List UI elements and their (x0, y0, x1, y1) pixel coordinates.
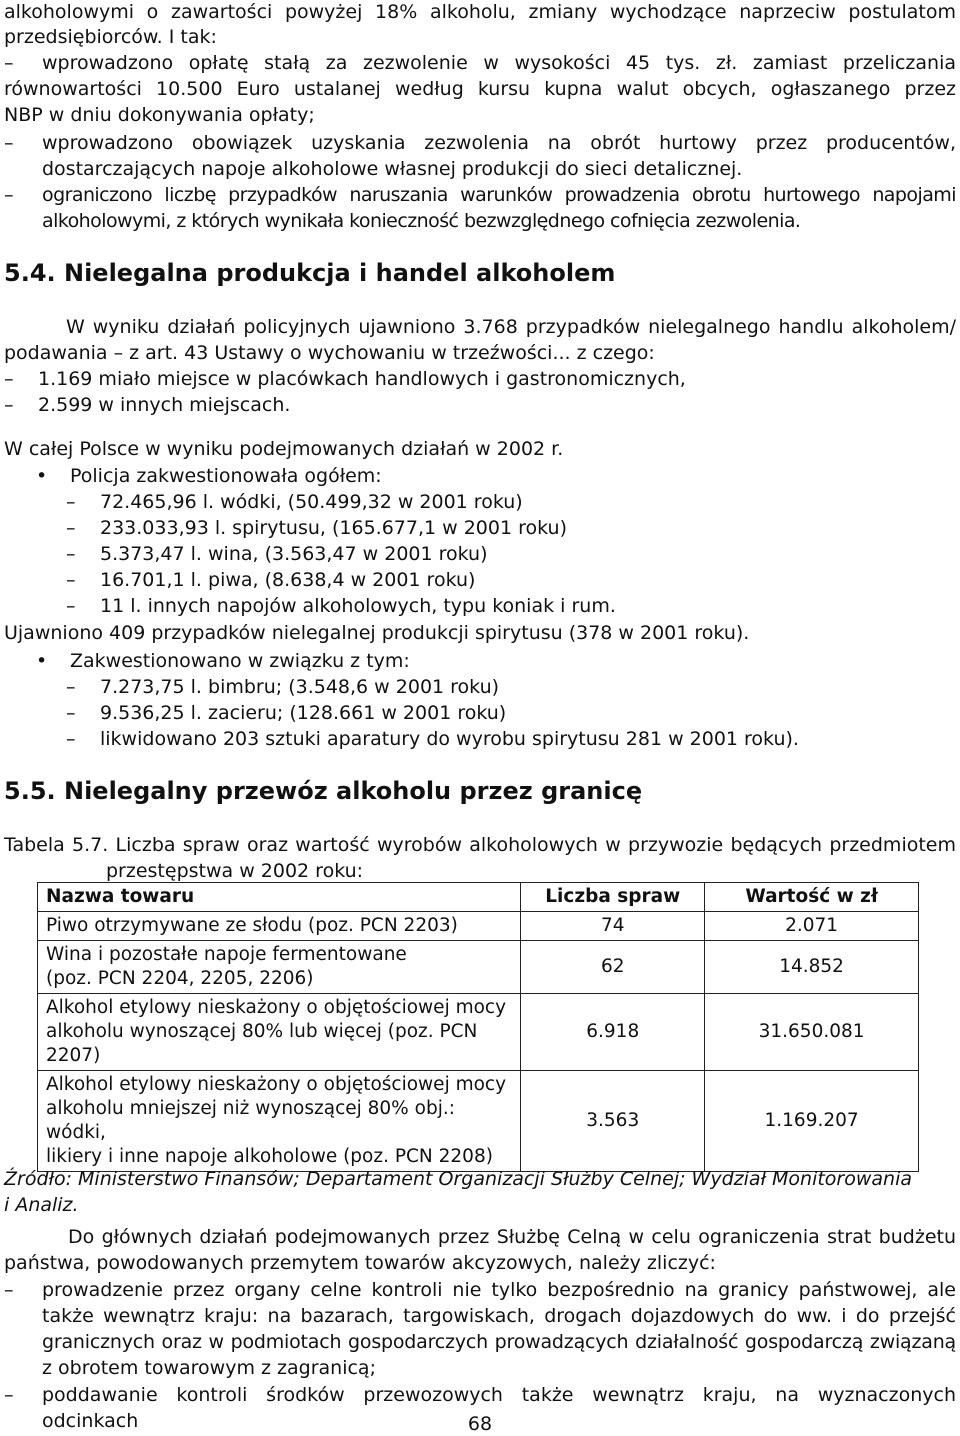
list-item: likwidowano 203 sztuki aparatury do wyrobu spirytusu 281 w 2001 roku). (100, 728, 799, 750)
cell-name (38, 1071, 521, 1172)
paragraph-line: państwa, powodowanych przemytem towarów akcyzowych, należy zliczyć: (4, 1252, 716, 1274)
bullet: • (36, 650, 48, 672)
dash: – (4, 368, 14, 390)
column-header: Wartość w zł (705, 883, 919, 912)
table-caption-line-2: przestępstwa w 2002 roku: (106, 860, 364, 882)
dash: – (4, 1279, 14, 1301)
paragraph: Ujawniono 409 przypadków nielegalnej produkcji spirytusu (378 w 2001 roku). (4, 622, 750, 644)
list-item-line: prowadzenie przez organy celne kontroli nie tylko bezpośrednio na granicy państwowej, ale (42, 1279, 956, 1301)
dash: – (4, 132, 14, 154)
intro-line-1: alkoholowymi o zawartości powyżej 18% alkoholu, zmiany wychodzące naprzeciw postulatom (4, 1, 956, 23)
bullet: • (36, 465, 48, 487)
dash: – (66, 569, 76, 591)
cell-count: 62 (521, 941, 705, 994)
data-table (37, 882, 919, 1172)
paragraph: W całej Polsce w wyniku podejmowanych działań w 2002 r. (4, 438, 564, 460)
list-item-line: alkoholowymi, z których wynikała konieczność bezwzględnego cofnięcia zezwolenia. (42, 210, 801, 232)
table-row (38, 912, 919, 941)
cell-value: 14.852 (705, 941, 919, 994)
list-item: 2.599 w innych miejscach. (38, 394, 291, 416)
paragraph-line: Do głównych działań podejmowanych przez Służbę Celną w celu ograniczenia strat budżetu (68, 1226, 956, 1248)
bullet-item: Zakwestionowano w związku z tym: (70, 650, 410, 672)
dash: – (66, 702, 76, 724)
dash: – (66, 543, 76, 565)
table-caption-line-1: Tabela 5.7. Liczba spraw oraz wartość wyrobów alkoholowych w przywozie będących przedmiotem (4, 834, 956, 856)
list-item-line: wprowadzono obowiązek uzyskania zezwolenia na obrót hurtowy przez producentów, (42, 132, 956, 154)
dash: – (66, 728, 76, 750)
table-row (38, 994, 919, 1071)
paragraph-line: podawania – z art. 43 Ustawy o wychowaniu w trzeźwości... z czego: (4, 342, 655, 364)
cell-value: 1.169.207 (705, 1071, 919, 1172)
cell-text: alkoholu wynoszącej 80% lub więcej (poz. PCN (46, 1021, 478, 1042)
list-item-line: granicznych oraz w podmiotach gospodarczych prowadzących działalność gospodarczą związaną (42, 1331, 956, 1353)
cell-text: Piwo otrzymywane ze słodu (poz. PCN 2203) (46, 915, 458, 936)
source-line-1: Źródło: Ministerstwo Finansów; Departament Organizacji Służby Celnej; Wydział Monitorowania (4, 1168, 913, 1190)
list-item-line: równowartości 10.500 Euro ustalanej według kursu kupna walut obcych, ogłaszanego przez (4, 78, 956, 100)
table-row (38, 941, 919, 994)
list-item-line: NBP w dniu dokonywania opłaty; (4, 104, 315, 126)
cell-value: 2.071 (705, 912, 919, 941)
column-header: Nazwa towaru (38, 883, 521, 912)
list-item: 5.373,47 l. wina, (3.563,47 w 2001 roku) (100, 543, 488, 565)
dash: – (66, 676, 76, 698)
list-item-line: ograniczono liczbę przypadków naruszania warunków prowadzenia obrotu hurtowego napojami (42, 184, 956, 206)
paragraph-line: W wyniku działań policyjnych ujawniono 3.768 przypadków nielegalnego handlu alkoholem/ (66, 316, 956, 338)
dash: – (66, 517, 76, 539)
list-item-line: z obrotem towarowym z zagranicą; (42, 1357, 376, 1379)
dash: – (4, 184, 14, 206)
cell-text: Alkohol etylowy nieskażony o objętościowej mocy (46, 1074, 507, 1095)
cell-count: 6.918 (521, 994, 705, 1071)
list-item: 9.536,25 l. zacieru; (128.661 w 2001 roku) (100, 702, 507, 724)
cell-text: (poz. PCN 2204, 2205, 2206) (46, 968, 314, 989)
cell-text: likiery i inne napoje alkoholowe (poz. PCN 2208) (46, 1146, 493, 1167)
cell-text: Alkohol etylowy nieskażony o objętościowej mocy (46, 997, 507, 1018)
cell-text: 2207) (46, 1045, 101, 1066)
cell-count: 74 (521, 912, 705, 941)
list-item-line: wprowadzono opłatę stałą za zezwolenie w wysokości 45 tys. zł. zamiast przeliczania (42, 52, 956, 74)
table-row (38, 1071, 919, 1172)
table-header-row (38, 883, 919, 912)
source-line-2: i Analiz. (4, 1194, 79, 1216)
list-item-line: także wewnątrz kraju: na bazarach, targowiskach, drogach dojazdowych do ww. i do przejść (42, 1305, 956, 1327)
cell-count: 3.563 (521, 1071, 705, 1172)
section-heading-5-4: 5.4. Nielegalna produkcja i handel alkoholem (4, 259, 616, 287)
dash: – (4, 394, 14, 416)
list-item-line: poddawanie kontroli środków przewozowych także wewnątrz kraju, na wyznaczonych odcinkach (42, 1384, 956, 1432)
list-item: 233.033,93 l. spirytusu, (165.677,1 w 2001 roku) (100, 517, 568, 539)
list-item: 1.169 miało miejsce w placówkach handlowych i gastronomicznych, (38, 368, 686, 390)
list-item: 16.701,1 l. piwa, (8.638,4 w 2001 roku) (100, 569, 476, 591)
section-heading-5-5: 5.5. Nielegalny przewóz alkoholu przez granicę (4, 777, 643, 805)
cell-name (38, 941, 521, 994)
page-number: 68 (467, 1413, 493, 1435)
dash: – (66, 491, 76, 513)
dash: – (4, 1384, 14, 1406)
dash: – (66, 595, 76, 617)
cell-name (38, 912, 521, 941)
cell-text: alkoholu mniejszej niż wynoszącej 80% obj.: wódki, (46, 1098, 455, 1143)
intro-line-2: przedsiębiorców. I tak: (4, 26, 217, 48)
cell-text: Wina i pozostałe napoje fermentowane (46, 944, 407, 965)
dash: – (4, 52, 14, 74)
column-header: Liczba spraw (521, 883, 705, 912)
list-item: 11 l. innych napojów alkoholowych, typu koniak i rum. (100, 595, 616, 617)
cell-value: 31.650.081 (705, 994, 919, 1071)
list-item: 7.273,75 l. bimbru; (3.548,6 w 2001 roku) (100, 676, 500, 698)
bullet-item: Policja zakwestionowała ogółem: (70, 465, 382, 487)
cell-name (38, 994, 521, 1071)
list-item: 72.465,96 l. wódki, (50.499,32 w 2001 roku) (100, 491, 523, 513)
list-item-line: dostarczających napoje alkoholowe własnej produkcji do sieci detalicznej. (42, 158, 743, 180)
